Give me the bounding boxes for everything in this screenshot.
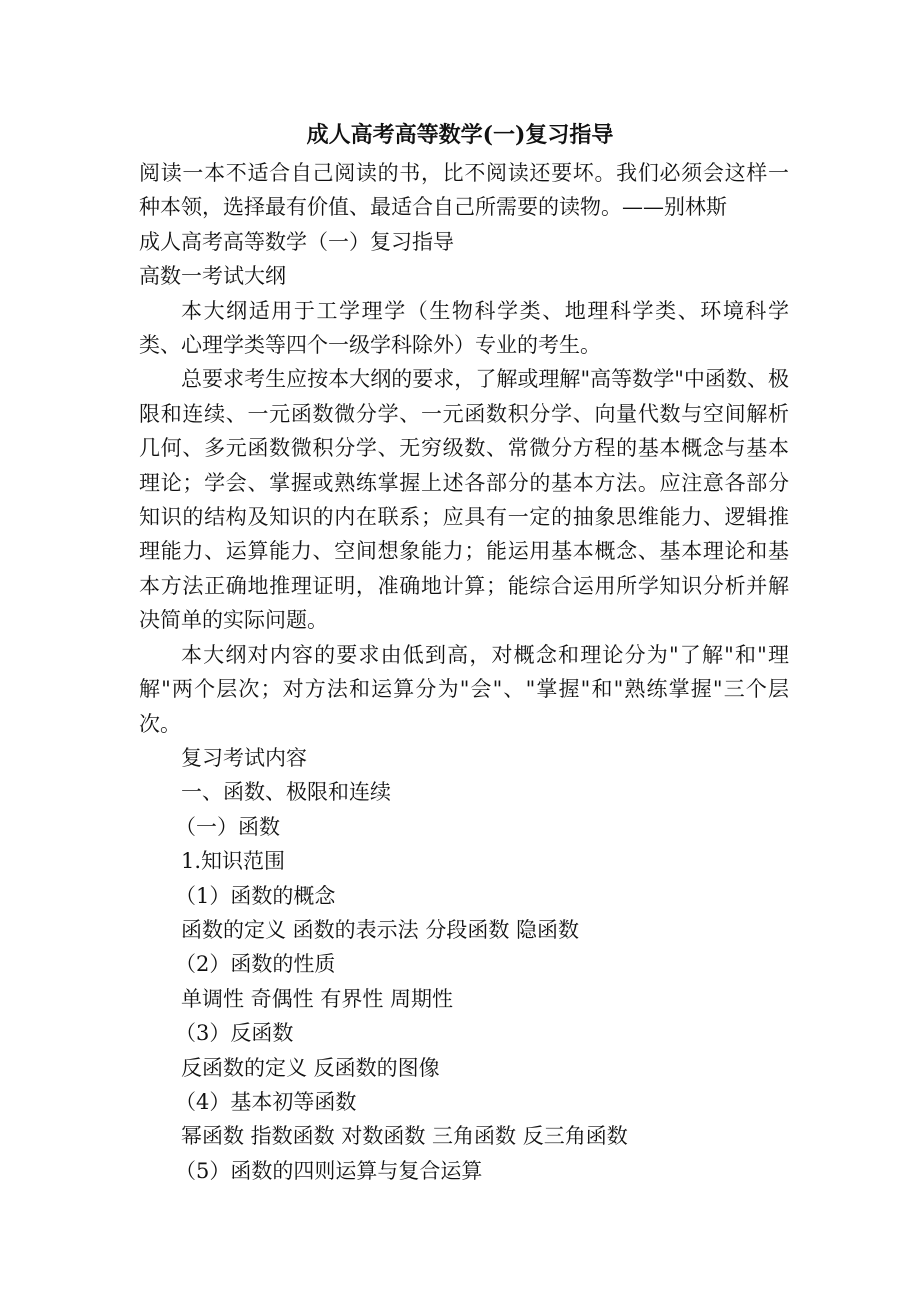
review-heading: 复习考试内容 (181, 745, 307, 770)
item-content: 幂函数 指数函数 对数函数 三角函数 反三角函数 (181, 1124, 628, 1149)
section-heading: 高数一考试大纲 (139, 264, 286, 289)
section-function-heading: （一）函数 (175, 814, 280, 839)
item-heading: （4）基本初等函数 (175, 1089, 357, 1114)
paragraph-levels: 本大纲对内容的要求由低到高，对概念和理论分为"了解"和"理解"两个层次；对方法和运算分为"会"、"掌握"和"熟练掌握"三个层次。 (139, 642, 789, 736)
chapter-heading: 一、函数、极限和连续 (181, 780, 391, 805)
document-body (139, 156, 789, 1188)
item-content: 单调性 奇偶性 有界性 周期性 (181, 986, 454, 1011)
quote-paragraph: 阅读一本不适合自己阅读的书，比不阅读还要坏。我们必须会这样一种本领，选择最有价值、最适合自己所需要的读物。——别林斯 (139, 161, 789, 220)
paragraph-scope: 本大纲适用于工学理学（生物科学类、地理科学类、环境科学类、心理学类等四个一级学科除外）专业的考生。 (139, 298, 789, 358)
paragraph-requirements: 总要求考生应按本大纲的要求，了解或理解"高等数学"中函数、极限和连续、一元函数微分学、一元函数积分学、向量代数与空间解析几何、多元函数微积分学、无穷级数、常微分方程的基本概念与基本理论；学会、掌握或熟练掌握上述各部分的基本方法。应注意各部分知识的结构及知识的内在联系；应具有一定的抽象思维能力、逻辑推理能力、运算能力、空间想象能力；能运用基本概念、基本理论和基本方法正确地推理证明，准确地计算；能综合运用所学知识分析并解决简单的实际问题。 (139, 367, 789, 633)
knowledge-scope-heading: 1.知识范围 (181, 849, 286, 874)
item-content: 函数的定义 函数的表示法 分段函数 隐函数 (181, 917, 580, 942)
item-heading: （3）反函数 (175, 1021, 294, 1046)
subtitle-line: 成人高考高等数学（一）复习指导 (139, 229, 454, 254)
item-heading: （1）函数的概念 (175, 883, 336, 908)
item-heading: （2）函数的性质 (175, 952, 336, 977)
document-title: 成人高考高等数学(一)复习指导 (306, 122, 614, 148)
item-content: 反函数的定义 反函数的图像 (181, 1055, 440, 1080)
item-heading: （5）函数的四则运算与复合运算 (175, 1158, 483, 1183)
